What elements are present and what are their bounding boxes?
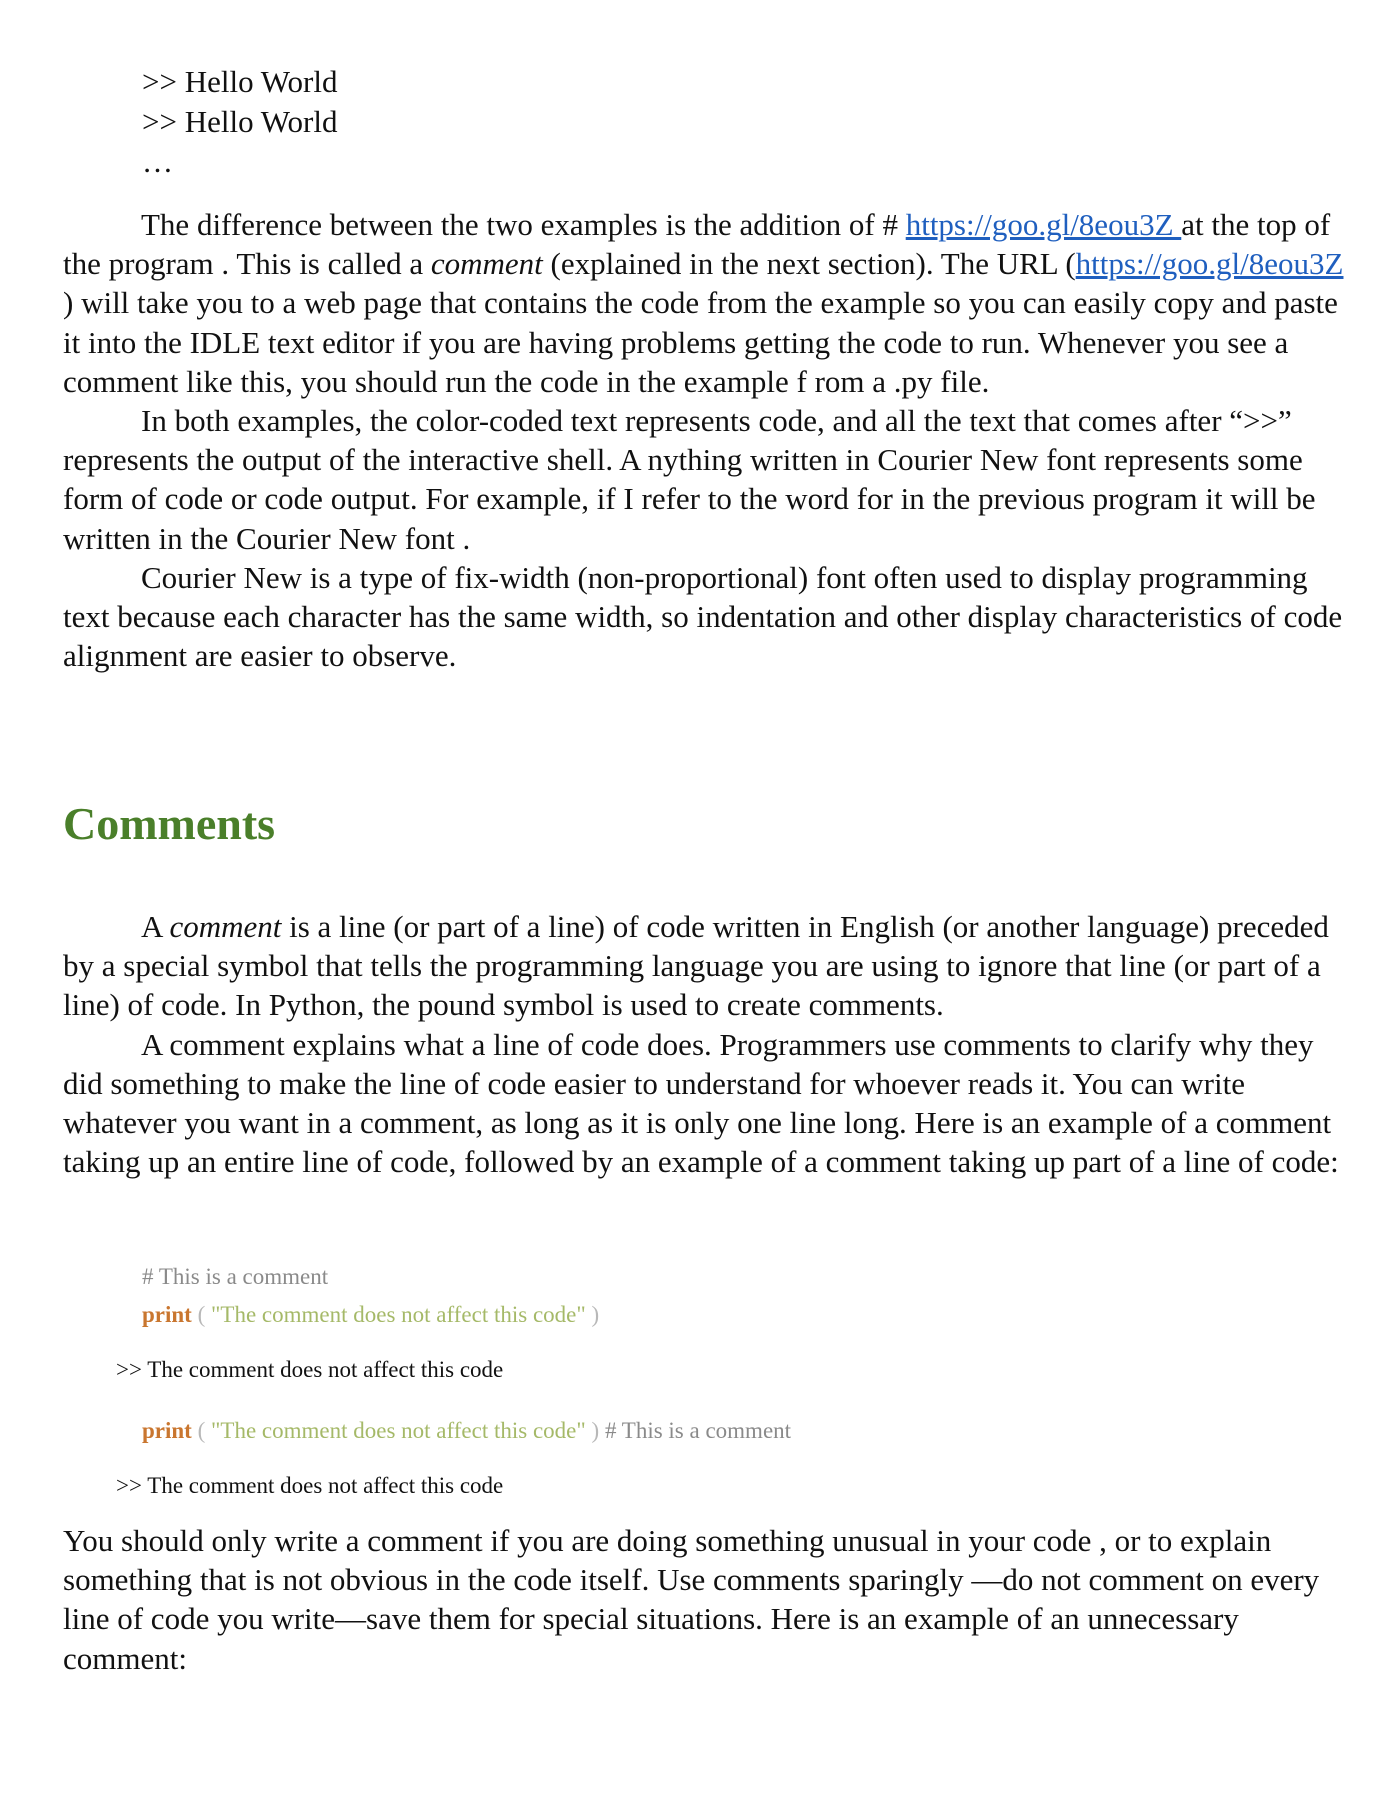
paragraph-comment-definition: A comment is a line (or part of a line) of code written in English (or another language) preceded by a special symbol that tells the programming language you are using to ignore that line (or part of a line) of code. In Python, the pound symbol is used to create comments. (63, 909, 1329, 1023)
paragraph-difference: The difference between the two examples is the addition of # https://goo.gl/8eou3Z at the top of the program . This is called a comment (explained in the next section). The URL (https://goo.gl/8eou3Z ) will take you to a web page that contains the code from the example so you can easily copy and paste it into the IDLE text editor if you are having problems getting the code to run. Whenever you see a comment like this, you should run the code in the example f rom a .py file. (63, 207, 1344, 399)
paragraph-comment-explains: A comment explains what a line of code does. Programmers use comments to clarify why they did something to make the line of code easier to understand for whoever reads it. You can write whatever you want in a comment, as long as it is only one line long. Here is an example of a comment taking up an entire line of code, followed by an example of a comment taking up part of a line of code: (63, 1026, 1339, 1180)
code-output-line: >> The comment does not affect this code (116, 1473, 504, 1498)
section-heading-comments: Comments (63, 798, 276, 849)
code-line-print-inline-comment: print ( "The comment does not affect this code" ) # This is a comment (142, 1418, 792, 1443)
code-line-comment: # This is a comment (142, 1264, 329, 1289)
paragraph-sparingly: You should only write a comment if you are doing something unusual in your code , or to explain something that is not obvious in the code itself. Use comments sparingly —do not comment on every line of code you write—save them for special situations. Here is an example of an unnecessary comment: (63, 1523, 1320, 1676)
output-line: >> Hello World (142, 104, 338, 139)
paragraph-courier-new: Courier New is a type of fix-width (non-proportional) font often used to display programming text because each character has the same width, so indentation and other display characteristics of code alignment are easier to observe. (63, 559, 1343, 674)
body-text-comments (63, 907, 1353, 1181)
output-line: >> Hello World (142, 64, 338, 99)
code-line-print: print ( "The comment does not affect this code" ) (142, 1302, 600, 1327)
goo-gl-link[interactable]: https://goo.gl/8eou3Z (905, 207, 1182, 242)
body-text-intro (63, 205, 1353, 675)
body-text-closing (63, 1521, 1353, 1678)
comment-term: comment (169, 909, 282, 944)
output-ellipsis: … (142, 144, 173, 179)
goo-gl-link-2[interactable]: https://goo.gl/8eou3Z (1075, 246, 1344, 282)
code-output-line: >> The comment does not affect this code (116, 1357, 504, 1382)
paragraph-color-coded: In both examples, the color-coded text represents code, and all the text that comes after “>>” represents the output of the interactive shell. A nything written in Courier New font represents some form of code or code output. For example, if I refer to the word for in the previous program it will be written in the Courier New font . (63, 403, 1316, 556)
comment-term: comment (430, 246, 543, 282)
